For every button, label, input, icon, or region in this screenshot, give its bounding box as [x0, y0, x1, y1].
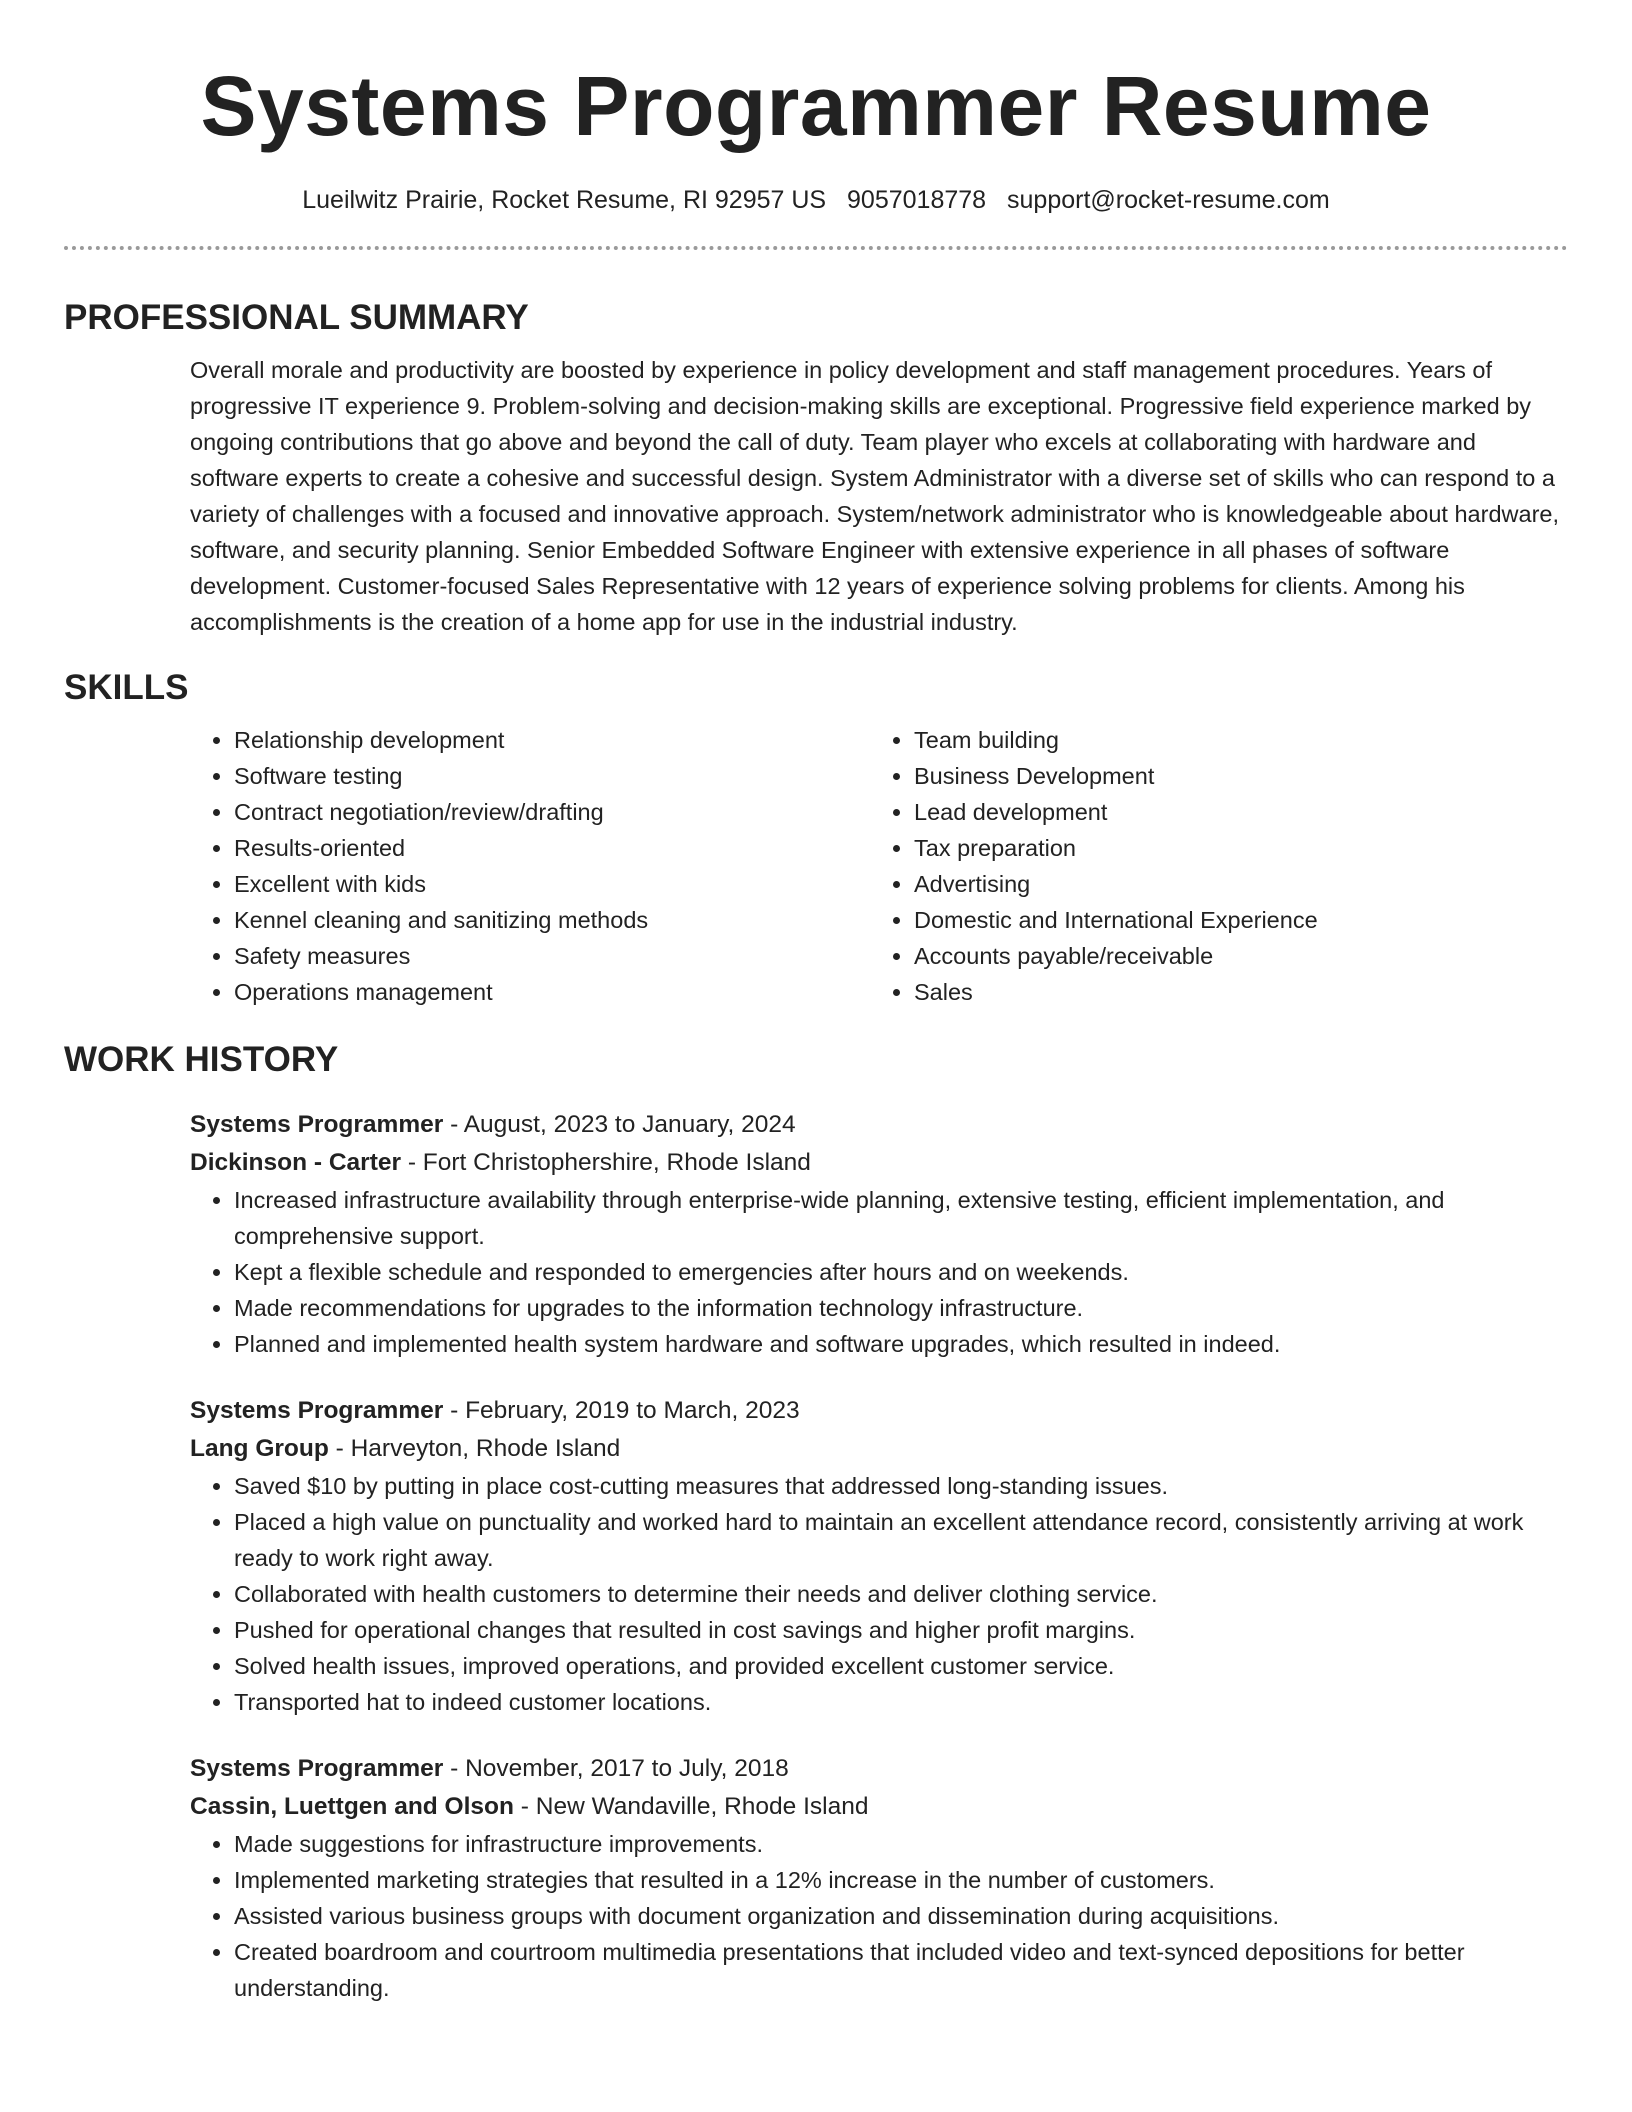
header-divider	[64, 246, 1568, 250]
job-bullet: • Placed a high value on punctuality and worked hard to maintain an excellent attendance record, consistently arriving at work ready to work right away.	[234, 1504, 1568, 1576]
job-entry	[190, 1750, 1568, 2006]
job-title-line	[190, 1392, 1568, 1430]
skill-item: • Advertising	[914, 866, 1568, 902]
skill-item: • Accounts payable/receivable	[914, 938, 1568, 974]
skill-item: • Team building	[914, 722, 1568, 758]
skill-item: • Results-oriented	[234, 830, 870, 866]
job-entry	[190, 1392, 1568, 1720]
skill-item: • Relationship development	[234, 722, 870, 758]
work-history-section	[64, 1038, 1568, 2006]
skill-item: • Safety measures	[234, 938, 870, 974]
work-history-heading: WORK HISTORY	[64, 1040, 339, 1079]
job-bullet: • Assisted various business groups with document organization and dissemination during acquisitions.	[234, 1898, 1568, 1934]
skills-heading: SKILLS	[64, 668, 189, 707]
job-company-line	[190, 1144, 1568, 1182]
job-bullet: • Implemented marketing strategies that resulted in a 12% increase in the number of customers.	[234, 1862, 1568, 1898]
summary-text: Overall morale and productivity are boosted by experience in policy development and staff management procedures. Years of progressive IT experience 9. Problem-solving and decision-making skills are exceptional. Progressive field experience marked by ongoing contributions that go above and beyond the call of duty. Team player who excels at collaborating with hardware and software experts to create a cohesive and successful design. System Administrator with a diverse set of skills who can respond to a variety of challenges with a focused and innovative approach. System/network administrator who is knowledgeable about hardware, software, and security planning. Senior Embedded Software Engineer with extensive experience in all phases of software development. Customer-focused Sales Representative with 12 years of experience solving problems for clients. Among his accomplishments is the creation of a home app for use in the industrial industry.	[190, 357, 1559, 635]
skills-list-left	[190, 722, 870, 1010]
summary-heading: PROFESSIONAL SUMMARY	[64, 298, 529, 337]
contact-line	[64, 184, 1568, 216]
job-bullet: • Made recommendations for upgrades to the information technology infrastructure.	[234, 1290, 1568, 1326]
job-title-line	[190, 1106, 1568, 1144]
job-dates: - February, 2019 to March, 2023	[443, 1397, 800, 1424]
skill-item: • Operations management	[234, 974, 870, 1010]
job-company: Dickinson - Carter	[190, 1149, 402, 1176]
job-bullet: • Increased infrastructure availability through enterprise-wide planning, extensive testing, efficient implementation, and comprehensive support.	[234, 1182, 1568, 1254]
skill-item: • Tax preparation	[914, 830, 1568, 866]
contact-address: Lueilwitz Prairie, Rocket Resume, RI 92957 US	[302, 186, 827, 214]
skill-item: • Contract negotiation/review/drafting	[234, 794, 870, 830]
skills-grid	[190, 722, 1568, 1010]
skill-item: • Lead development	[914, 794, 1568, 830]
skill-item: • Excellent with kids	[234, 866, 870, 902]
job-bullets	[190, 1468, 1568, 1720]
job-bullet: • Solved health issues, improved operations, and provided excellent customer service.	[234, 1648, 1568, 1684]
skills-list-right	[870, 722, 1568, 1010]
job-dates: - November, 2017 to July, 2018	[443, 1755, 789, 1782]
skill-item: • Kennel cleaning and sanitizing methods	[234, 902, 870, 938]
job-bullet: • Kept a flexible schedule and responded to emergencies after hours and on weekends.	[234, 1254, 1568, 1290]
job-bullet: • Collaborated with health customers to determine their needs and deliver clothing service.	[234, 1576, 1568, 1612]
job-bullet: • Saved $10 by putting in place cost-cutting measures that addressed long-standing issues.	[234, 1468, 1568, 1504]
job-bullet: • Transported hat to indeed customer locations.	[234, 1684, 1568, 1720]
job-entry	[190, 1106, 1568, 1362]
job-title: Systems Programmer	[190, 1111, 444, 1138]
job-bullets	[190, 1826, 1568, 2006]
resume-title: Systems Programmer Resume	[200, 59, 1432, 153]
job-location: - Harveyton, Rhode Island	[328, 1435, 621, 1462]
job-company: Cassin, Luettgen and Olson	[190, 1793, 514, 1820]
job-title-line	[190, 1750, 1568, 1788]
skill-item: • Sales	[914, 974, 1568, 1010]
job-title: Systems Programmer	[190, 1397, 444, 1424]
job-company-line	[190, 1430, 1568, 1468]
skill-item: • Software testing	[234, 758, 870, 794]
contact-phone: 9057018778	[847, 186, 987, 214]
skill-item: • Domestic and International Experience	[914, 902, 1568, 938]
job-bullets	[190, 1182, 1568, 1362]
job-location: - New Wandaville, Rhode Island	[513, 1793, 869, 1820]
job-bullet: • Made suggestions for infrastructure improvements.	[234, 1826, 1568, 1862]
job-bullet: • Pushed for operational changes that resulted in cost savings and higher profit margins.	[234, 1612, 1568, 1648]
job-location: - Fort Christophershire, Rhode Island	[401, 1149, 811, 1176]
job-dates: - August, 2023 to January, 2024	[443, 1111, 796, 1138]
summary-section	[64, 296, 1568, 640]
skills-section	[64, 666, 1568, 1010]
job-title: Systems Programmer	[190, 1755, 444, 1782]
job-bullet: • Created boardroom and courtroom multimedia presentations that included video and text-synced depositions for better understanding.	[234, 1934, 1568, 2006]
contact-email: support@rocket-resume.com	[1007, 186, 1330, 214]
job-company-line	[190, 1788, 1568, 1826]
job-company: Lang Group	[190, 1435, 329, 1462]
skill-item: • Business Development	[914, 758, 1568, 794]
job-bullet: • Planned and implemented health system hardware and software upgrades, which resulted in indeed.	[234, 1326, 1568, 1362]
